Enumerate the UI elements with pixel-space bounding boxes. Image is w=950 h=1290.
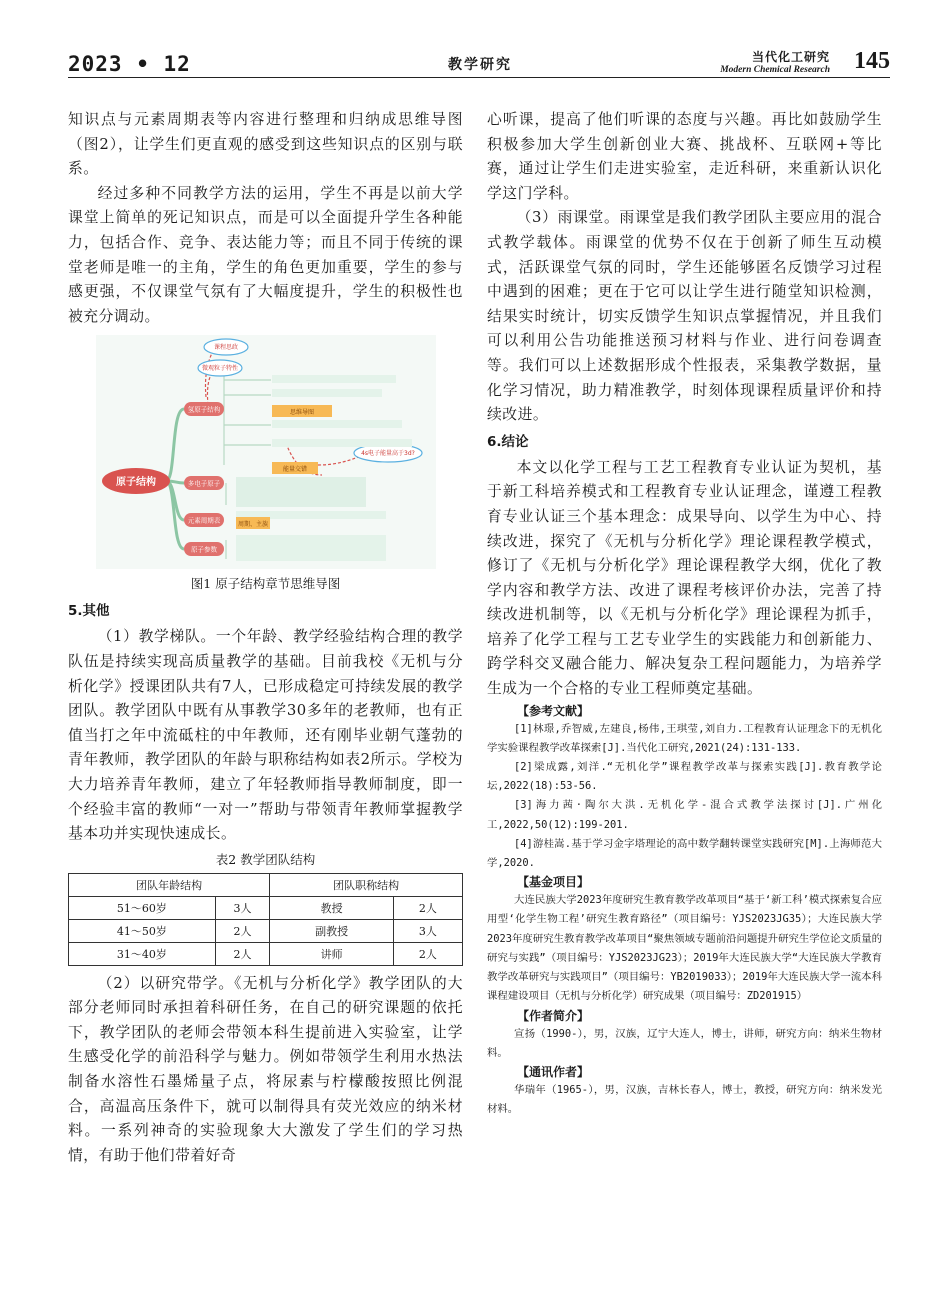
references-heading: 【参考文献】 — [517, 703, 590, 718]
table-cell: 教授 — [270, 896, 394, 919]
mindmap-image — [96, 335, 436, 569]
right-column — [487, 108, 882, 1119]
issue-label: 2023 • 12 — [68, 52, 191, 76]
table-header-cell: 团队年龄结构 — [69, 873, 270, 896]
table-cell: 2人 — [393, 942, 462, 965]
paragraph: （1）教学梯队。一个年龄、教学经验结构合理的教学队伍是持续实现高质量教学的基础。目前我校《无机与分析化学》授课团队共有7人，已形成稳定可持续发展的教学团队。教学团队中既有从事教学30多年的老教师，也有正值当打之年中流砥柱的中年教师，还有刚毕业朝气蓬勃的青年教师，教学团队的年龄与职称结构如表2所示。学校为大力培养青年教师，建立了年轻教师指导教师制度，即一个经验丰富的教师“一对一”帮助与带领青年教师掌握教学基本功并实现快速成长。 — [68, 628, 463, 843]
page-number: 145 — [854, 48, 890, 74]
reference-item: [1]林璟,乔智威,左建良,杨伟,王琪莹,刘自力.工程教育认证理念下的无机化学实验课程教学改革探索[J].当代化工研究,2021(24):131-133. — [487, 722, 882, 754]
journal-name-cn: 当代化工研究 — [751, 50, 830, 64]
team-structure-table — [68, 873, 463, 966]
table-cell: 副教授 — [270, 919, 394, 942]
mindmap-branch-label: 元素周期表 — [187, 516, 220, 525]
author-heading: 【作者简介】 — [517, 1008, 590, 1023]
paragraph: 心听课，提高了他们听课的态度与兴趣。再比如鼓励学生积极参加大学生创新创业大赛、挑战杯、互联网+等比赛，通过让学生们走进实验室，走近科研，来重新认识化学这门学科。 — [487, 111, 882, 202]
author-text: 宣扬（1990-），男，汉族，辽宁大连人，博士，讲师，研究方向：纳米生物材料。 — [487, 1027, 882, 1059]
table-header-row — [69, 873, 463, 896]
reference-item: [2]梁成露,刘洋.“无机化学”课程教学改革与探索实践[J].教育教学论坛,2022(18):53-56. — [487, 761, 882, 793]
table-title: 表2 教学团队结构 — [215, 851, 316, 867]
mindmap-bubble-label: 课程思政 — [213, 344, 238, 352]
left-column — [68, 108, 463, 1168]
table-header-cell: 团队职称结构 — [270, 873, 463, 896]
paragraph: 经过多种不同教学方法的运用，学生不再是以前大学课堂上简单的死记知识点，而是可以全面提升学生各种能力，包括合作、竞争、表达能力等；而且不同于传统的课堂老师是唯一的主角，学生的角色更加重要，学生的参与感更强，不仅课堂气氛有了大幅度提升，学生的积极性也被充分调动。 — [68, 184, 463, 325]
mindmap-branch-label: 氢原子结构 — [187, 405, 220, 414]
page-header — [68, 50, 890, 78]
mindmap-bubble-label: 4s电子能量高于3d? — [360, 450, 415, 458]
mindmap-branch-label: 原子参数 — [190, 545, 217, 554]
figure-mindmap — [68, 335, 463, 595]
paragraph: （2）以研究带学。《无机与分析化学》教学团队的大部分老师同时承担着科研任务，在自己的研究课题的依托下，教学团队的老师会带领本科生提前进入实验室，让学生感受化学的前沿科学与魅力。例如带领学生利用水热法制备水溶性石墨烯量子点，将尿素与柠檬酸按照比例混合，高温高压条件下，就可以制得具有荧光效应的纳米材料。一系列神奇的实验现象大大激发了学生们的学习热情，有助于他们带着好奇 — [68, 974, 463, 1164]
table-cell: 51～60岁 — [69, 896, 216, 919]
paragraph: 本文以化学工程与工艺工程教育专业认证为契机，基于新工科培养模式和工程教育专业认证理念，谨遵工程教育专业认证三个基本理念：成果导向、以学生为中心、持续改进，探究了《无机与分析化学》理论课程教学模式，修订了《无机与分析化学》理论课程教学大纲，优化了教学内容和教学方法、改进了课程考核评价办法，完善了持续改进机制等，以《无机与分析化学》理论课程为抓手，培养了化学工程与工艺专业学生的实践能力和创新能力、跨学科交叉融合能力、解决复杂工程问题能力，为培养学生成为一个合格的专业工程师奠定基础。 — [487, 458, 882, 698]
table-cell: 3人 — [215, 896, 270, 919]
fund-text: 大连民族大学2023年度研究生教育教学改革项目“基于‘新工科’模式探索复合应用型‘化学生物工程’研究生教育路径”（项目编号：YJS2023JG35）；大连民族大学2023年度研究生教育教学改革项目“聚焦领域专题前沿问题提升研究生学位论文质量的研究与实践”（项目编号：YJS2023JG23）；2019年大连民族大学“大连民族大学教育教学改革研究与实践项目”（项目编号：YB2019033）；2019年大连民族大学一流本科课程建设项目（无机与分析化学）研究成果（项目编号：ZD201915） — [487, 894, 882, 1003]
reference-item: [3]海力茜·陶尔大洪.无机化学-混合式教学法探讨[J].广州化工,2022,50(12):199-201. — [487, 799, 882, 831]
table-row — [69, 896, 463, 919]
mindmap-branch-label: 多电子原子 — [187, 479, 220, 488]
mindmap-tag-label: 周期、主族 — [237, 521, 268, 529]
table-cell: 2人 — [215, 919, 270, 942]
paragraph: （3）雨课堂。雨课堂是我们教学团队主要应用的混合式教学载体。雨课堂的优势不仅在于创新了师生互动模式，活跃课堂气氛的同时，学生还能够匿名反馈学习过程中遇到的困难；更在于它可以让学生进行随堂知识检测，结果实时统计，切实反馈学生知识点掌握情况，并且我们可以利用公告功能推送预习材料与作业、进行问卷调查等。我们可以上述数据形成个性报表，采集教学数据，量化学习情况，助力精准教学，时刻体现课程质量评价和持续改进。 — [487, 209, 882, 424]
figure-caption: 图1 原子结构章节思维导图 — [190, 576, 341, 592]
section-heading: 6.结论 — [487, 433, 529, 450]
corresponding-author-text: 华瑞年（1965-），男，汉族，吉林长春人，博士，教授，研究方向：纳米发光材料。 — [487, 1083, 882, 1116]
table-cell: 41～50岁 — [69, 919, 216, 942]
mindmap-tag-label: 能量交错 — [282, 466, 307, 474]
table-row — [69, 942, 463, 965]
section-heading: 5.其他 — [68, 603, 110, 620]
table-row — [69, 919, 463, 942]
table-cell: 讲师 — [270, 942, 394, 965]
section-label: 教学研究 — [448, 57, 512, 73]
journal-name — [720, 50, 830, 76]
fund-heading: 【基金项目】 — [517, 875, 590, 890]
journal-name-en: Modern Chemical Research — [720, 65, 830, 75]
mindmap-tag-label: 思维导图 — [289, 409, 314, 417]
corresponding-author-heading: 【通讯作者】 — [517, 1064, 590, 1079]
reference-item: [4]游桂嵩.基于学习金字塔理论的高中数学翻转课堂实践研究[M].上海师范大学,2020. — [487, 837, 882, 870]
table-cell: 2人 — [393, 896, 462, 919]
table-cell: 2人 — [215, 942, 270, 965]
paragraph: 知识点与元素周期表等内容进行整理和归纳成思维导图（图2），让学生们更直观的感受到这些知识点的区别与联系。 — [68, 111, 463, 178]
mindmap-center-label: 原子结构 — [115, 477, 156, 489]
table-cell: 31～40岁 — [69, 942, 216, 965]
mindmap-bubble-label: 微观粒子特性 — [201, 365, 238, 373]
table-cell: 3人 — [393, 919, 462, 942]
